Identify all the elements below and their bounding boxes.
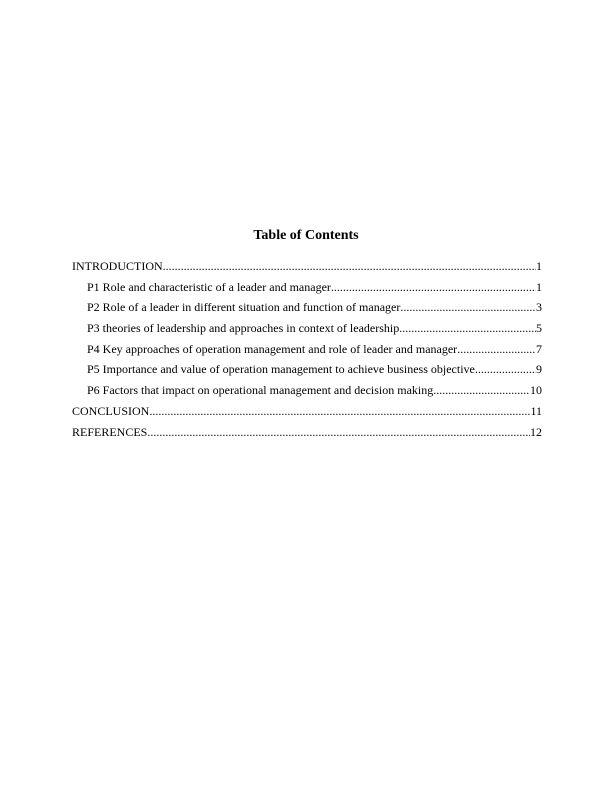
table-of-contents [72, 258, 542, 444]
toc-entry-label: P5 Importance and value of operation management to achieve business objective [87, 362, 475, 377]
dot-leader [457, 341, 536, 357]
dot-leader [331, 279, 536, 295]
toc-entry-page: 12 [530, 424, 542, 439]
toc-entry-page: 10 [530, 383, 542, 398]
toc-entry-page: 7 [536, 341, 542, 356]
dot-leader [475, 361, 536, 377]
toc-entry-p4[interactable] [72, 341, 542, 362]
toc-entry-label: P3 theories of leadership and approaches in context of leadership [87, 321, 400, 336]
toc-entry-p2[interactable] [72, 299, 542, 320]
dot-leader [399, 320, 536, 336]
dot-leader [433, 382, 530, 398]
toc-entry-label: CONCLUSION [72, 403, 150, 418]
toc-entry-page: 11 [530, 403, 542, 418]
toc-entry-references[interactable] [72, 424, 542, 445]
dot-leader [163, 258, 536, 274]
toc-entry-p1[interactable] [72, 279, 542, 300]
toc-entry-label: P2 Role of a leader in different situation and function of manager [87, 300, 401, 315]
toc-entry-page: 1 [536, 259, 542, 273]
dot-leader [400, 299, 536, 315]
toc-entry-p5[interactable] [72, 361, 542, 382]
dot-leader [147, 424, 530, 440]
dot-leader [149, 403, 530, 419]
toc-entry-label: P4 Key approaches of operation management and role of leader and manager [87, 341, 458, 356]
toc-entry-conclusion[interactable] [72, 403, 542, 424]
toc-entry-page: 3 [536, 300, 542, 315]
toc-entry-page: 1 [536, 279, 542, 294]
toc-entry-label: P1 Role and characteristic of a leader and manager [87, 279, 331, 294]
toc-entry-introduction[interactable] [72, 258, 542, 279]
toc-entry-page: 5 [536, 321, 542, 336]
toc-entry-label: REFERENCES [72, 424, 148, 439]
toc-entry-p6[interactable] [72, 382, 542, 403]
toc-entry-label: INTRODUCTION [72, 259, 163, 273]
toc-title: Table of Contents [253, 228, 359, 243]
toc-entry-label: P6 Factors that impact on operational management and decision making [87, 383, 434, 398]
toc-entry-page: 9 [536, 362, 542, 377]
toc-entry-p3[interactable] [72, 320, 542, 341]
